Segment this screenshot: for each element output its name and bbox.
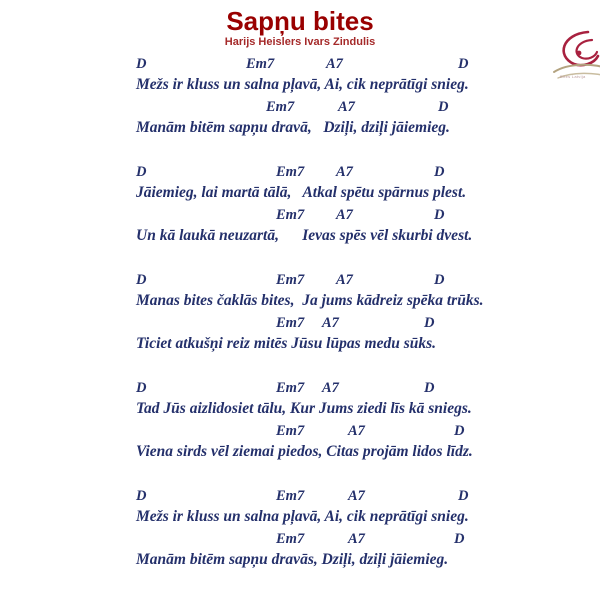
- chord-row: [136, 270, 576, 290]
- chord-label: A7: [336, 164, 353, 180]
- chord-label: D: [458, 488, 469, 504]
- chord-row: [136, 313, 576, 333]
- page-title: Sapņu bites: [226, 6, 374, 36]
- lyric-line-group: [136, 378, 576, 421]
- chord-row: [136, 205, 576, 225]
- lyric-line-group: [136, 529, 576, 572]
- lyric-text: Manām bitēm sapņu dravā, Dziļi, dziļi jāiemieg.: [136, 119, 450, 136]
- chord-label: Em7: [246, 56, 275, 72]
- chord-label: D: [454, 531, 465, 547]
- chord-label: A7: [338, 99, 355, 115]
- chord-label: A7: [326, 56, 343, 72]
- chord-label: Em7: [276, 272, 305, 288]
- chord-label: Em7: [276, 531, 305, 547]
- chord-row: [136, 421, 576, 441]
- lyric-text: Jāiemieg, lai martā tālā, Atkal spētu spārnus plest.: [136, 184, 467, 201]
- chord-label: Em7: [276, 315, 305, 331]
- chord-label: Em7: [276, 164, 305, 180]
- chord-row: [136, 162, 576, 182]
- lyric-text: Manas bites čaklās bites, Ja jums kādreiz spēka trūks.: [136, 292, 484, 309]
- lyrics-sheet: [136, 54, 576, 572]
- chord-label: Em7: [276, 380, 305, 396]
- chord-label: Em7: [276, 207, 305, 223]
- lyric-text: Viena sirds vēl ziemai piedos, Citas projām lidos līdz.: [136, 443, 473, 460]
- chord-label: Em7: [276, 488, 305, 504]
- verse: [136, 378, 576, 464]
- chord-label: A7: [336, 272, 353, 288]
- chord-label: D: [434, 164, 445, 180]
- chord-label: D: [136, 380, 147, 396]
- chord-label: A7: [322, 380, 339, 396]
- chord-row: [136, 529, 576, 549]
- lyric-text: Un kā laukā neuzartā, Ievas spēs vēl skurbi dvest.: [136, 227, 473, 244]
- lyric-line-group: [136, 97, 576, 140]
- song-authors: Harijs Heislers Ivars Zindulis: [224, 36, 376, 48]
- chord-label: D: [454, 423, 465, 439]
- lyric-text: Mežs ir kluss un salna pļavā, Ai, cik neprātīgi snieg.: [136, 76, 469, 93]
- lyric-text: Tad Jūs aizlidosiet tālu, Kur Jums ziedi līs kā sniegs.: [136, 400, 472, 417]
- lyric-line-group: [136, 313, 576, 356]
- chord-label: D: [136, 164, 147, 180]
- lyric-line-group: [136, 162, 576, 205]
- logo-caption: Bites Latvija: [560, 74, 586, 79]
- chord-label: D: [434, 207, 445, 223]
- chord-label: D: [136, 56, 147, 72]
- verse: [136, 54, 576, 140]
- lyric-line-group: [136, 205, 576, 248]
- chord-label: D: [424, 380, 435, 396]
- chord-row: [136, 486, 576, 506]
- lyric-line-group: [136, 270, 576, 313]
- lyric-line-group: [136, 54, 576, 97]
- chord-label: D: [136, 272, 147, 288]
- lyric-line-group: [136, 486, 576, 529]
- chord-label: Em7: [266, 99, 295, 115]
- chord-row: [136, 54, 576, 74]
- lyric-text: Ticiet atkušņi reiz mitēs Jūsu lūpas medu sūks.: [136, 335, 437, 352]
- chord-row: [136, 97, 576, 117]
- lyric-text: Manām bitēm sapņu dravās, Dziļi, dziļi jāiemieg.: [136, 551, 449, 568]
- chord-row: [136, 378, 576, 398]
- chord-label: A7: [348, 423, 365, 439]
- chord-label: Em7: [276, 423, 305, 439]
- chord-label: A7: [348, 531, 365, 547]
- chord-label: A7: [348, 488, 365, 504]
- chord-label: D: [438, 99, 449, 115]
- lyric-text: Mežs ir kluss un salna pļavā, Ai, cik neprātīgi snieg.: [136, 508, 469, 525]
- document-header: [0, 8, 600, 49]
- chord-label: A7: [336, 207, 353, 223]
- verse: [136, 486, 576, 572]
- chord-label: A7: [322, 315, 339, 331]
- lyric-line-group: [136, 421, 576, 464]
- verse: [136, 162, 576, 248]
- chord-label: D: [424, 315, 435, 331]
- chord-label: D: [458, 56, 469, 72]
- chord-label: D: [136, 488, 147, 504]
- chord-label: D: [434, 272, 445, 288]
- verse: [136, 270, 576, 356]
